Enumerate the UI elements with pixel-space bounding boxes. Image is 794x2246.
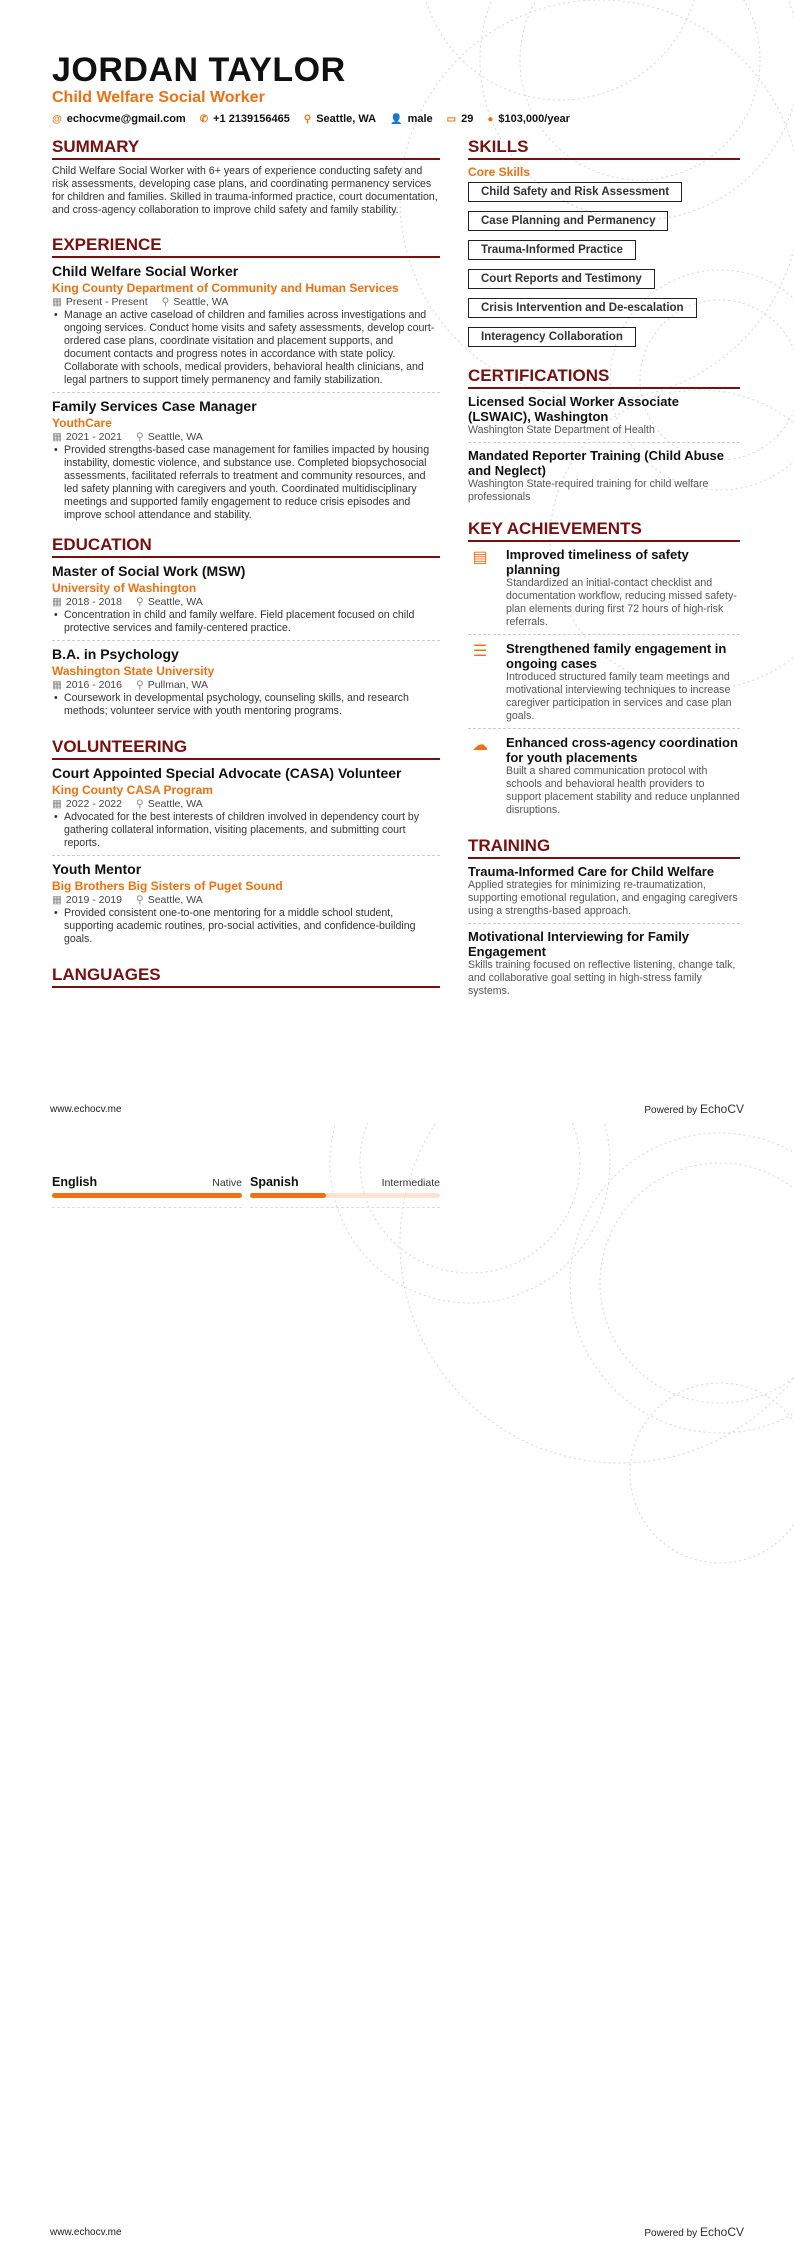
training-title: Motivational Interviewing for Family Engagement xyxy=(468,929,690,959)
bullet: • Provided strengths-based case management for families impacted by housing instability, domestic violence, and substance use. Completed biopsychosocial assessments, facilitated referrals to treatment and community resources, and led safety planning with caregivers and youth. Coordinated multidisciplinary meetings and supported family engagement to reduce crisis episodes and improve school attendance and stability. xyxy=(52,444,440,522)
contact-item xyxy=(52,113,186,125)
brand-link[interactable]: EchoCV xyxy=(699,2225,744,2239)
training-item xyxy=(468,929,740,1003)
item-organization: King County CASA Program xyxy=(52,783,213,797)
item-organization: Washington State University xyxy=(52,664,215,678)
contact-item xyxy=(304,113,376,125)
skills-list xyxy=(468,182,740,356)
cake-icon: ☰ xyxy=(472,643,488,660)
education-section xyxy=(52,535,440,723)
location-text: Seattle, WA xyxy=(147,894,203,906)
summary-text: Child Welfare Social Worker with 6+ years of experience conducting safety and risk assessments, developing case plans, and coordinating permanency services for children and families. Skilled in trauma-informed practice, court documentation, and cross-agency collaboration to improve child safety and family stability. xyxy=(52,165,438,216)
location xyxy=(136,894,203,907)
dates xyxy=(52,431,122,444)
calendar-icon: ▦ xyxy=(52,296,62,308)
language-item xyxy=(250,1175,440,1208)
item-meta xyxy=(52,894,440,907)
language-row xyxy=(52,1175,242,1189)
left-column xyxy=(52,137,440,993)
item-title: Family Services Case Manager xyxy=(52,398,257,414)
language-level: Native xyxy=(212,1177,242,1189)
calendar-icon: ▭ xyxy=(446,114,457,125)
contact-value: male xyxy=(407,113,433,125)
person-icon: 👤 xyxy=(390,114,403,125)
item-organization: Big Brothers Big Sisters of Puget Sound xyxy=(52,879,283,893)
bullet: • Concentration in child and family welfare. Field placement focused on child protective services and family-centered practice. xyxy=(52,609,440,635)
section-heading: KEY ACHIEVEMENTS xyxy=(468,519,740,542)
achievement-title: Improved timeliness of safety planning xyxy=(506,547,689,577)
proficiency-fill xyxy=(52,1193,242,1198)
experience-item xyxy=(52,398,440,527)
training-list xyxy=(468,864,740,1003)
skill-tag: Court Reports and Testimony xyxy=(468,269,655,289)
date-range: Present - Present xyxy=(65,296,148,308)
footer-powered xyxy=(644,2225,744,2239)
item-meta xyxy=(52,798,440,811)
bullet: • Advocated for the best interests of children involved in dependency court by gathering collateral information, visiting placements, and submitting court reports. xyxy=(52,811,440,850)
location-text: Pullman, WA xyxy=(147,679,208,691)
calendar-icon: ▦ xyxy=(52,894,62,906)
achievement-description: Built a shared communication protocol with schools and behavioral health providers to support placement stability and reduce unplanned disruptions. xyxy=(506,765,740,816)
certification-title: Mandated Reporter Training (Child Abuse and Neglect) xyxy=(468,448,724,478)
certification-issuer: Washington State Department of Health xyxy=(468,424,655,436)
languages-list xyxy=(52,1175,440,1208)
proficiency-fill xyxy=(250,1193,326,1198)
dates xyxy=(52,798,122,811)
candidate-title: Child Welfare Social Worker xyxy=(52,89,265,106)
section-heading: VOLUNTEERING xyxy=(52,737,440,760)
divider xyxy=(52,1207,242,1208)
skill-tag: Trauma-Informed Practice xyxy=(468,240,636,260)
certifications-section xyxy=(468,366,740,509)
certification-item xyxy=(468,394,740,443)
skill-tag: Case Planning and Permanency xyxy=(468,211,668,231)
training-section xyxy=(468,836,740,1003)
achievement-item xyxy=(468,735,740,822)
calendar-icon: ▦ xyxy=(52,596,62,608)
achievement-description: Standardized an initial-contact checklist and documentation workflow, reducing missed safety-plan elements during first 72 hours of high-risk referrals. xyxy=(506,577,737,628)
bullet-list xyxy=(52,609,440,635)
location xyxy=(136,798,203,811)
map-pin-icon: ⚲ xyxy=(161,296,170,308)
training-title: Trauma-Informed Care for Child Welfare xyxy=(468,864,715,879)
item-title: Youth Mentor xyxy=(52,861,142,877)
bullet-list xyxy=(52,811,440,850)
map-pin-icon: ⚲ xyxy=(135,596,144,608)
bullet-list xyxy=(52,692,440,718)
experience-list xyxy=(52,263,440,527)
certification-title: Licensed Social Worker Associate (LSWAIC), Washington xyxy=(468,394,679,424)
section-heading: SUMMARY xyxy=(52,137,440,160)
bullet-list xyxy=(52,309,440,387)
calendar-icon: ▦ xyxy=(52,679,62,691)
coin-icon: ● xyxy=(487,114,494,125)
achievements-list xyxy=(468,547,740,822)
proficiency-bar xyxy=(52,1193,242,1198)
divider xyxy=(250,1207,440,1208)
date-range: 2016 - 2016 xyxy=(65,679,122,691)
section-heading: TRAINING xyxy=(468,836,740,859)
bullet-list xyxy=(52,444,440,522)
contact-item xyxy=(390,113,433,125)
item-title: Master of Social Work (MSW) xyxy=(52,563,246,579)
item-title: Court Appointed Special Advocate (CASA) Volunteer xyxy=(52,765,402,781)
date-range: 2019 - 2019 xyxy=(65,894,122,906)
language-name: Spanish xyxy=(250,1175,299,1189)
experience-item xyxy=(52,263,440,393)
header xyxy=(52,52,752,125)
languages-section xyxy=(52,965,440,988)
certification-issuer: Washington State-required training for child welfare professionals xyxy=(468,478,709,503)
volunteering-item xyxy=(52,765,440,856)
section-heading: LANGUAGES xyxy=(52,965,440,988)
language-level: Intermediate xyxy=(381,1177,440,1189)
training-item xyxy=(468,864,740,924)
location-text: Seattle, WA xyxy=(147,596,203,608)
achievement-title: Enhanced cross-agency coordination for youth placements xyxy=(506,735,738,765)
achievement-item xyxy=(468,641,740,729)
contact-list xyxy=(52,113,752,125)
contact-item xyxy=(447,113,474,125)
skill-tag: Interagency Collaboration xyxy=(468,327,636,347)
language-name: English xyxy=(52,1175,98,1189)
proficiency-bar xyxy=(250,1193,440,1198)
skills-section xyxy=(468,137,740,356)
bullet: • Coursework in developmental psychology, counseling skills, and research methods; volunteer service with youth mentoring programs. xyxy=(52,692,440,718)
date-range: 2022 - 2022 xyxy=(65,798,122,810)
dates xyxy=(52,596,122,609)
contact-value[interactable]: echocvme@gmail.com xyxy=(66,113,186,125)
powered-by-label: Powered by xyxy=(644,1105,698,1116)
education-item xyxy=(52,563,440,641)
location xyxy=(136,596,203,609)
phone-icon: ✆ xyxy=(199,114,209,125)
dates xyxy=(52,894,122,907)
volunteering-section xyxy=(52,737,440,951)
contact-value: Seattle, WA xyxy=(316,113,377,125)
section-heading: CERTIFICATIONS xyxy=(468,366,740,389)
map-pin-icon: ⚲ xyxy=(303,114,312,125)
location xyxy=(136,679,208,692)
item-meta xyxy=(52,296,440,309)
volunteering-item xyxy=(52,861,440,951)
candidate-name: JORDAN TAYLOR xyxy=(52,51,346,89)
location-text: Seattle, WA xyxy=(173,296,229,308)
dates xyxy=(52,296,148,309)
map-pin-icon: ⚲ xyxy=(135,679,144,691)
footer-powered xyxy=(644,1102,744,1116)
at-icon: @ xyxy=(52,114,62,125)
certifications-list xyxy=(468,394,740,509)
footer-site[interactable]: www.echocv.me xyxy=(50,2227,122,2238)
achievement-item xyxy=(468,547,740,635)
location xyxy=(136,431,203,444)
bullet: • Manage an active caseload of children and families across investigations and ongoing services. Conduct home visits and safety assessments, develop court-ordered case plans, coordinate visitation and placement supports, and document contacts and progress notes in accordance with state policy. Collaborate with schools, medical providers, behavioral health clinicians, and legal partners to support timely permanency and family stabilization. xyxy=(52,309,440,387)
item-organization: King County Department of Community and Human Services xyxy=(52,281,399,295)
section-heading: EXPERIENCE xyxy=(52,235,440,258)
calendar-icon: ▦ xyxy=(52,431,62,443)
education-list xyxy=(52,563,440,723)
dates xyxy=(52,679,122,692)
cloud-icon: ☁ xyxy=(472,737,488,754)
contact-value[interactable]: +1 2139156465 xyxy=(213,113,290,125)
experience-section xyxy=(52,235,440,527)
map-pin-icon: ⚲ xyxy=(135,798,144,810)
brand-link[interactable]: EchoCV xyxy=(699,1102,744,1116)
section-heading: EDUCATION xyxy=(52,535,440,558)
map-pin-icon: ⚲ xyxy=(135,431,144,443)
location-text: Seattle, WA xyxy=(147,798,203,810)
contact-item xyxy=(200,113,290,125)
item-organization: YouthCare xyxy=(52,416,112,430)
item-meta xyxy=(52,679,440,692)
language-row xyxy=(250,1175,440,1189)
language-item xyxy=(52,1175,242,1208)
document-search-icon: ▤ xyxy=(472,549,488,566)
bullet: • Provided consistent one-to-one mentoring for a middle school student, supporting academic routines, pro-social activities, and confidence-building goals. xyxy=(52,907,440,946)
bullet-list xyxy=(52,907,440,946)
powered-by-label: Powered by xyxy=(644,2228,698,2239)
item-title: Child Welfare Social Worker xyxy=(52,263,239,279)
date-range: 2018 - 2018 xyxy=(65,596,122,608)
training-description: Skills training focused on reflective listening, change talk, and collaborative goal setting in high-stress family systems. xyxy=(468,959,736,997)
skill-tag: Child Safety and Risk Assessment xyxy=(468,182,682,202)
achievement-description: Introduced structured family team meetings and motivational interviewing techniques to increase caregiver participation in services and case plan goals. xyxy=(506,671,732,722)
volunteering-list xyxy=(52,765,440,951)
map-pin-icon: ⚲ xyxy=(135,894,144,906)
summary-section xyxy=(52,137,440,217)
contact-value: $103,000/year xyxy=(498,113,570,125)
right-column xyxy=(468,137,740,1008)
achievement-title: Strengthened family engagement in ongoing cases xyxy=(506,641,727,671)
skills-group-label: Core Skills xyxy=(468,165,531,179)
training-description: Applied strategies for minimizing re-traumatization, supporting emotional regulation, and engaging caregivers using a strengths-based approach. xyxy=(468,879,738,917)
skill-tag: Crisis Intervention and De-escalation xyxy=(468,298,697,318)
section-heading: SKILLS xyxy=(468,137,740,160)
item-title: B.A. in Psychology xyxy=(52,646,179,662)
contact-item xyxy=(487,113,570,125)
calendar-icon: ▦ xyxy=(52,798,62,810)
page-2 xyxy=(0,1123,794,2246)
footer-site[interactable]: www.echocv.me xyxy=(50,1104,122,1115)
item-meta xyxy=(52,431,440,444)
achievements-section xyxy=(468,519,740,822)
location-text: Seattle, WA xyxy=(147,431,203,443)
contact-value: 29 xyxy=(461,113,474,125)
item-meta xyxy=(52,596,440,609)
item-organization: University of Washington xyxy=(52,581,197,595)
certification-item xyxy=(468,448,740,509)
location xyxy=(162,296,229,309)
date-range: 2021 - 2021 xyxy=(65,431,122,443)
education-item xyxy=(52,646,440,723)
background-circles-decoration xyxy=(0,1123,794,2246)
